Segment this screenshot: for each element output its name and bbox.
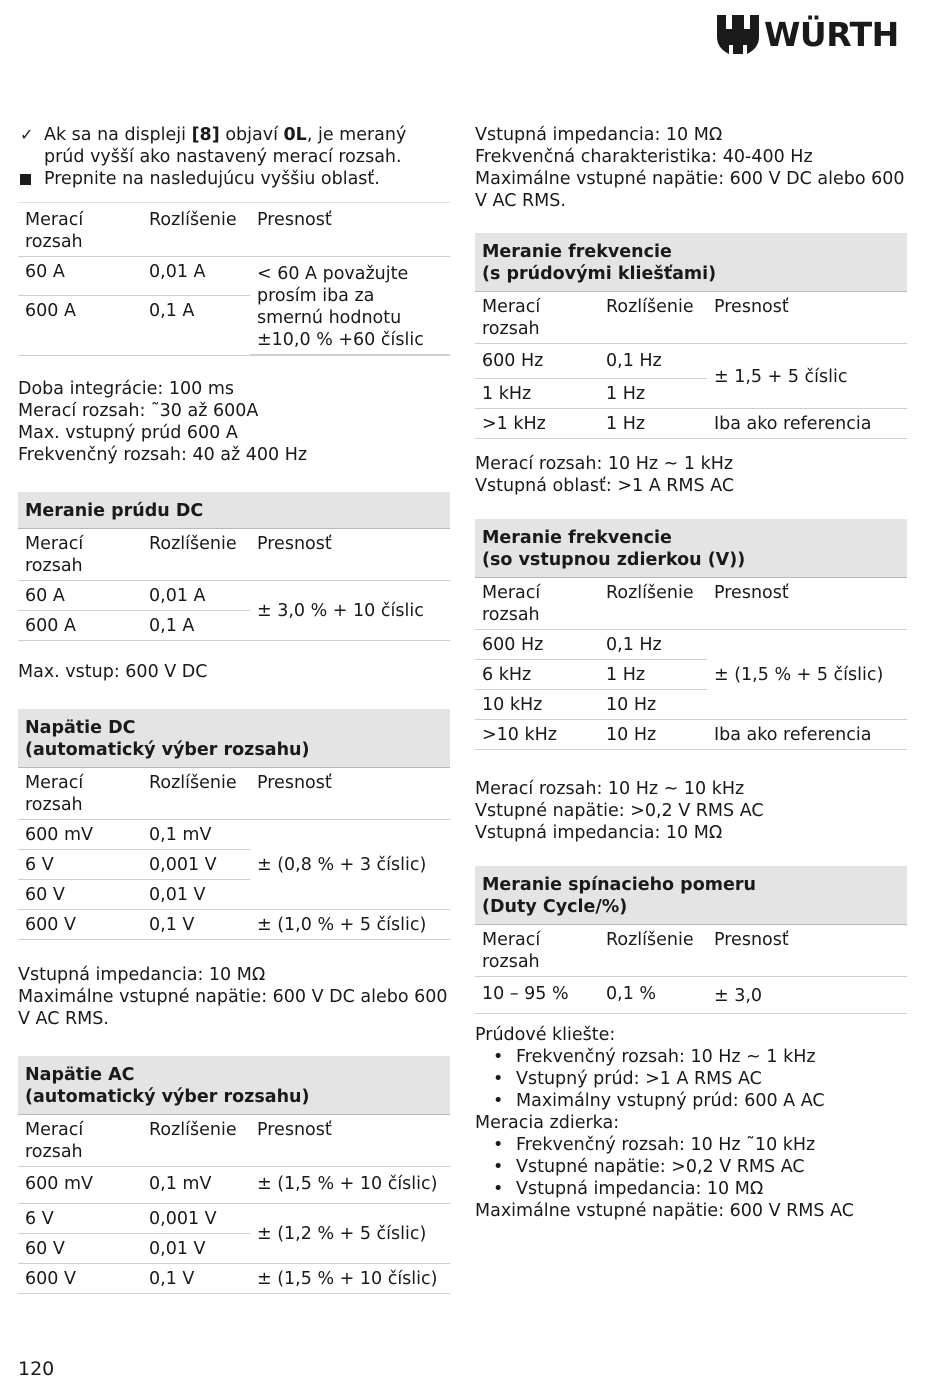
table-row: >10 kHz 10 Hz Iba ako referencia	[475, 720, 907, 750]
table-freq-socket: Merací rozsah Rozlíšenie Presnosť 600 Hz 0,1 Hz ± (1,5 % + 5 číslic) 6 kHz 1 Hz 10 kHz 10 Hz >10 kHz 10 Hz Iba ako referencia	[475, 578, 907, 750]
section-title-dc-current: Meranie prúdu DC	[18, 492, 450, 529]
wurth-logo	[716, 14, 912, 56]
table-row: 60 V 0,01 V	[18, 1234, 450, 1264]
notes-freq-socket: Merací rozsah: 10 Hz ~ 10 kHz Vstupné napätie: >0,2 V RMS AC Vstupná impedancia: 10 MΩ	[475, 779, 764, 843]
right-column	[475, 124, 907, 1222]
accuracy-cell: Iba ako referencia	[707, 720, 907, 750]
list-item: • Vstupný prúd: >1 A RMS AC	[475, 1068, 907, 1090]
header-resolution: Rozlíšenie	[142, 203, 250, 257]
accuracy-cell: ± 1,5 + 5 číslic	[707, 344, 907, 409]
table-row: 600 A 0,1 A	[25, 300, 195, 321]
table-row: 600 A 0,1 A	[18, 611, 450, 641]
notes-freq-clamp: Merací rozsah: 10 Hz ~ 1 kHz Vstupná oblasť: >1 A RMS AC	[475, 454, 735, 496]
section-title-freq-clamp: Meranie frekvencie (s prúdovými kliešťami)	[475, 233, 907, 292]
table-dc-voltage: Merací rozsah Rozlíšenie Presnosť 600 mV 0,1 mV ± (0,8 % + 3 číslic) 6 V 0,001 V 60 V 0,01 V 600 V 0,1 V ± (1,0 % + 5 číslic)	[18, 768, 450, 940]
list-item: • Vstupné napätie: >0,2 V RMS AC	[475, 1156, 907, 1178]
table-row: 6 V 0,001 V	[18, 850, 450, 880]
accuracy-cell: ± 3,0	[707, 977, 907, 1014]
table-row: 600 V 0,1 V ± (1,5 % + 10 číslic)	[18, 1264, 450, 1294]
accuracy-cell: < 60 A považujte prosím iba za smernú hodnotu ±10,0 % +60 číslic	[250, 257, 450, 355]
check-icon: ✓	[20, 125, 34, 144]
table-row: 60 A 0,01 A < 60 A považujte prosím iba za smernú hodnotu ±10,0 % +60 číslic	[18, 257, 450, 296]
table-freq-clamp: Merací rozsah Rozlíšenie Presnosť 600 Hz 0,1 Hz ± 1,5 + 5 číslic 1 kHz 1 Hz >1 kHz 1 Hz Iba ako referencia	[475, 292, 907, 439]
final-note: Maximálne vstupné napätie: 600 V RMS AC	[475, 1201, 854, 1221]
accuracy-cell: ± 3,0 % + 10 číslic	[250, 581, 450, 641]
table-ac-current	[18, 202, 450, 356]
list-item: • Maximálny vstupný prúd: 600 A AC	[475, 1090, 907, 1112]
accuracy-cell: Iba ako referencia	[707, 409, 907, 439]
accuracy-cell: ± (1,2 % + 5 číslic)	[250, 1204, 450, 1264]
table-row: 60 A 0,01 A ± 3,0 % + 10 číslic	[18, 581, 450, 611]
header-accuracy: Presnosť	[250, 203, 450, 257]
header-range: Merací rozsah	[18, 203, 142, 257]
table-row: 1 kHz 1 Hz	[475, 379, 907, 409]
left-column	[18, 124, 450, 1294]
instruction-item: Prepnite na nasledujúcu vyššiu oblasť.	[18, 168, 450, 190]
list-item: • Frekvenčný rozsah: 10 Hz ~ 1 kHz	[475, 1046, 907, 1068]
socket-heading: Meracia zdierka:	[475, 1113, 620, 1133]
square-bullet-icon	[20, 174, 31, 185]
table-duty-cycle: Merací rozsah Rozlíšenie Presnosť 10 – 95 % 0,1 % ± 3,0	[475, 925, 907, 1014]
accuracy-cell: ± (1,5 % + 10 číslic)	[250, 1264, 450, 1294]
section-title-dc-voltage: Napätie DC (automatický výber rozsahu)	[18, 709, 450, 768]
table-row: 600 V 0,1 V ± (1,0 % + 5 číslic)	[18, 910, 450, 940]
list-item: • Vstupná impedancia: 10 MΩ	[475, 1178, 907, 1200]
section-title-freq-socket: Meranie frekvencie (so vstupnou zdierkou (V))	[475, 519, 907, 578]
intro-notes: Vstupná impedancia: 10 MΩ Frekvenčná charakteristika: 40-400 Hz Maximálne vstupné napätie: 600 V DC alebo 600 V AC RMS.	[475, 125, 905, 211]
table-row: 10 – 95 % 0,1 % ± 3,0	[475, 977, 907, 1014]
table-row: 10 kHz 10 Hz	[475, 690, 907, 720]
table-row: 600 mV 0,1 mV ± (0,8 % + 3 číslic)	[18, 820, 450, 850]
table-row: 600 mV 0,1 mV ± (1,5 % + 10 číslic)	[18, 1167, 450, 1204]
page-number: 120	[18, 1358, 55, 1380]
notes-dc-voltage: Vstupná impedancia: 10 MΩ Maximálne vstupné napätie: 600 V DC alebo 600 V AC RMS.	[18, 965, 448, 1029]
wurth-logo-mark-icon	[716, 14, 760, 56]
table-row: 600 Hz 0,1 Hz ± 1,5 + 5 číslic	[475, 344, 907, 379]
notes-ac-current: Doba integrácie: 100 ms Merací rozsah: ˜30 až 600A Max. vstupný prúd 600 A Frekvenčný rozsah: 40 až 400 Hz	[18, 379, 308, 465]
table-row: 60 V 0,01 V	[18, 880, 450, 910]
table-row: 600 Hz 0,1 Hz ± (1,5 % + 5 číslic)	[475, 630, 907, 660]
accuracy-cell: ± (1,5 % + 5 číslic)	[707, 630, 907, 720]
accuracy-cell: ± (1,5 % + 10 číslic)	[250, 1167, 450, 1204]
list-item: • Frekvenčný rozsah: 10 Hz ˜10 kHz	[475, 1134, 907, 1156]
section-title-duty-cycle: Meranie spínacieho pomeru (Duty Cycle/%)	[475, 866, 907, 925]
check-item: ✓ Ak sa na displeji [8] objaví 0L, je meraný prúd vyšší ako nastavený merací rozsah.	[20, 125, 407, 167]
check-list	[18, 124, 450, 190]
table-row: >1 kHz 1 Hz Iba ako referencia	[475, 409, 907, 439]
table-dc-current: Merací rozsah Rozlíšenie Presnosť 60 A 0,01 A ± 3,0 % + 10 číslic 600 A 0,1 A	[18, 529, 450, 641]
section-title-ac-voltage: Napätie AC (automatický výber rozsahu)	[18, 1056, 450, 1115]
table-row: 6 V 0,001 V ± (1,2 % + 5 číslic)	[18, 1204, 450, 1234]
brand-name: WÜRTH	[764, 15, 899, 54]
clamp-heading: Prúdové kliešte:	[475, 1025, 616, 1045]
dc-current-note: Max. vstup: 600 V DC	[18, 662, 208, 682]
table-ac-voltage: Merací rozsah Rozlíšenie Presnosť 600 mV 0,1 mV ± (1,5 % + 10 číslic) 6 V 0,001 V ± (1,2 % + 5 číslic) 60 V 0,01 V 600 V 0,1 V ± (1,5 % + 10 číslic)	[18, 1115, 450, 1294]
accuracy-cell: ± (0,8 % + 3 číslic)	[250, 820, 450, 910]
table-row: 6 kHz 1 Hz	[475, 660, 907, 690]
accuracy-cell: ± (1,0 % + 5 číslic)	[250, 910, 450, 940]
